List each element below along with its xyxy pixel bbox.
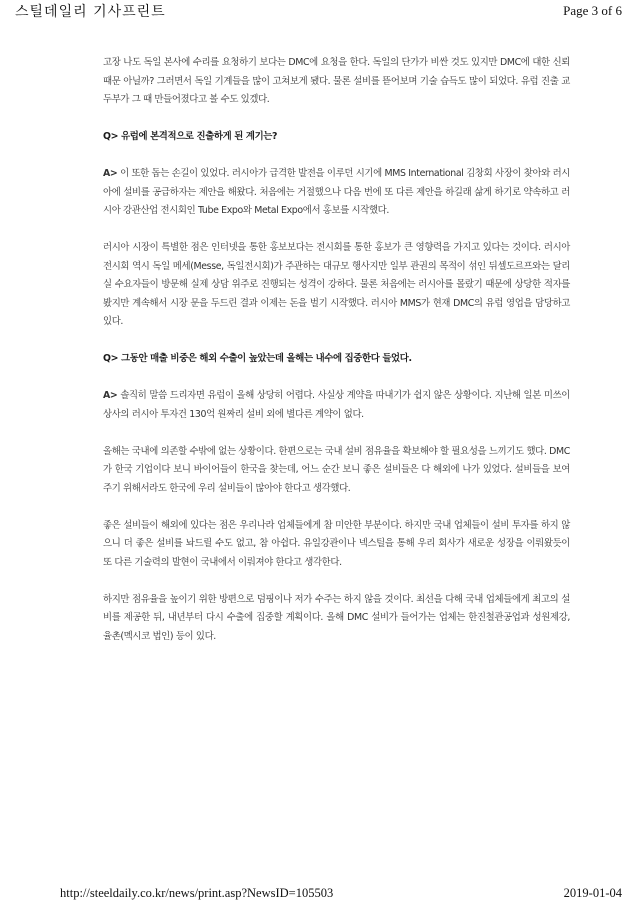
paragraph-text: 고장 나도 독일 본사에 수리를 요청하기 보다는 DMC에 요청을 한다. 독일의 단가가 비싼 것도 있지만 DMC에 대한 신뢰 때문 아닐까? 그러면서 독일 기계들을 많이 고쳐보게 됐다. 물론 설비를 뜯어보며 기술 습득도 많이 되었다. 유럽 진출 교두부가 그 때 만들어졌다고 볼 수도 있겠다.	[103, 57, 570, 105]
interview-answer	[103, 165, 570, 221]
print-date: 2019-01-04	[563, 886, 622, 900]
question-text: Q> 그동안 매출 비중은 해외 수출이 높았는데 올해는 내수에 집중한다 들었다.	[103, 353, 412, 364]
article-paragraph	[103, 239, 570, 332]
paragraph-text: 좋은 설비들이 해외에 있다는 점은 우리나라 업체들에게 참 미안한 부분이다. 하지만 국내 업체들이 설비 투자를 하지 않으니 더 좋은 설비를 놔드릴 수도 없고, 참 아쉽다. 유일강관이나 넥스틸을 통해 우리 회사가 새로운 성장을 이뤄왔듯이 또 다른 기술력의 발현이 국내에서 이뤄져야 한다고 생각한다.	[103, 519, 570, 568]
answer-marker: A>	[103, 390, 118, 401]
paragraph-text: 하지만 점유율을 높이기 위한 방편으로 덤핑이나 저가 수주는 하지 않을 것이다. 최선을 다해 국내 업체들에게 최고의 설비를 제공한 뒤, 내년부터 다시 수출에 집중할 계획이다. 올해 DMC 설비가 들어가는 업체는 한진철관공업과 성원제강, 율촌(멕시코 법인) 등이 있다.	[103, 593, 570, 642]
answer-marker: A>	[103, 168, 118, 179]
print-header	[0, 0, 640, 22]
answer-text: 솔직히 말씀 드리자면 유럽이 올해 상당히 어렵다. 사실상 계약을 따내기가 쉽지 않은 상황이다. 지난해 일본 미쓰이상사의 러시아 투자건 130억 원짜리 설비 외에 별다른 계약이 없다.	[103, 390, 570, 420]
page-number: Page 3 of 6	[563, 3, 622, 18]
paragraph-text: 올해는 국내에 의존할 수밖에 없는 상황이다. 한편으로는 국내 설비 점유율을 확보해야 할 필요성을 느끼기도 했다. DMC가 한국 기업이다 보니 바이어들이 한국을 찾는데, 어느 순간 보니 좋은 설비들은 다 해외에 나가 있었다. 설비들을 보여주기 위해서라도 한국에 우리 설비들이 많아야 한다고 생각했다.	[103, 445, 570, 494]
interview-question	[103, 128, 570, 147]
question-text: Q> 유럽에 본격적으로 진출하게 된 계기는?	[103, 131, 278, 142]
article-url: http://steeldaily.co.kr/news/print.asp?NewsID=105503	[60, 886, 334, 900]
print-title: 스틸데일리 기사프린트	[15, 4, 166, 20]
answer-text: 이 또한 돕는 손길이 있었다. 러시아가 급격한 발전을 이루던 시기에 MMS International 김창회 사장이 찾아와 러시아에 설비를 공급하자는 제안을 해왔다. 처음에는 거절했으나 다음 번에 또 다른 제안을 하길래 삶게 하기로 약속하고 러시아 강관산업 전시회인 Tube Expo와 Metal Expo에서 홍보를 시작했다.	[103, 168, 570, 216]
article-paragraph	[103, 54, 570, 110]
article-paragraph	[103, 591, 570, 647]
print-footer	[0, 883, 640, 905]
article-paragraph	[103, 443, 570, 499]
interview-answer	[103, 387, 570, 424]
interview-question	[103, 350, 570, 369]
article-body	[103, 54, 570, 646]
paragraph-text: 러시아 시장이 특별한 점은 인터넷을 통한 홍보보다는 전시회를 통한 홍보가 큰 영향력을 가지고 있다는 것이다. 러시아 전시회 역시 독일 메세(Messe, 독일전시회)가 주관하는 대규모 행사지만 일부 관권의 목적이 섞인 뒤셀도르프와는 달리 실 수요자들이 방문해 실제 상담 위주로 진행되는 성격이 강하다. 물론 처음에는 러시아를 몰랐기 때문에 상당한 적자를 봤지만 계속해서 시장 문을 두드린 결과 이제는 돈을 벌기 시작했다. 러시아 MMS가 현재 DMC의 유럽 영업을 담당하고 있다.	[103, 242, 570, 327]
article-paragraph	[103, 517, 570, 573]
